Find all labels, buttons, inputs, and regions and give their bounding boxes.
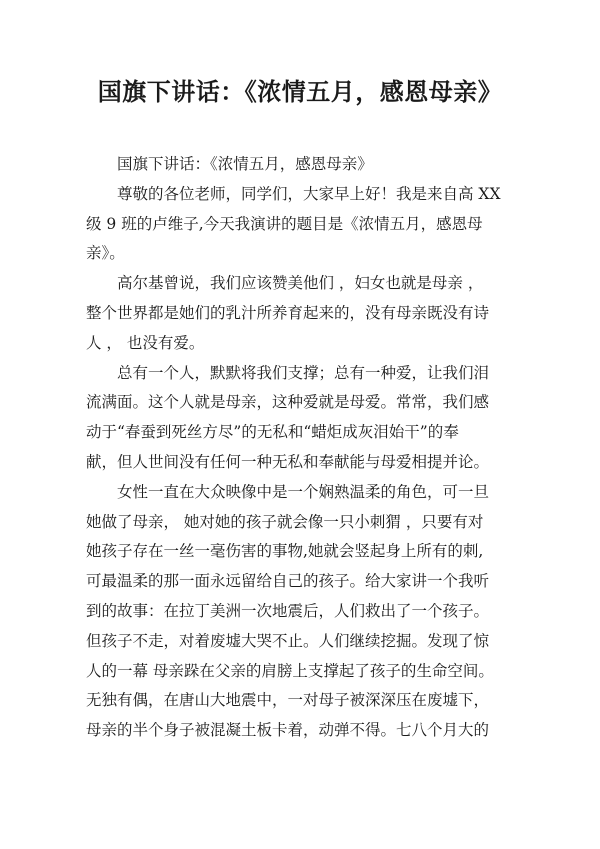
paragraph-line: 流满面。这个人就是母亲，这种爱就是母爱。常常，我们感 [86, 393, 490, 412]
paragraph-line: 总有一个人，默默将我们支撑；总有一种爱，让我们泪 [117, 363, 490, 382]
paragraph-line: 级 9 班的卢维子,今天我演讲的题目是《浓情五月，感恩母 [86, 214, 483, 233]
paragraph-line: 她做了母亲， 她对她的孩子就会像一只小刺猬 ，只要有对 [86, 512, 484, 531]
paragraph-line: 母亲的半个身子被混凝土板卡着，动弹不得。七八个月大的 [86, 721, 490, 740]
paragraph-line: 高尔基曾说，我们应该赞美他们 ，妇女也就是母亲 ， [117, 274, 484, 293]
paragraph-line: 人的一幕 母亲跺在父亲的肩膀上支撑起了孩子的生命空间。 [86, 661, 494, 680]
document-body [86, 150, 516, 746]
paragraph-line: 人 ， 也没有爱。 [86, 333, 205, 352]
paragraph-line: 尊敬的各位老师，同学们，大家早上好！我是来自高 XX [117, 184, 501, 203]
paragraph-line: 亲》。 [86, 244, 125, 263]
paragraph-line: 但孩子不走，对着废墟大哭不止。人们继续挖掘。发现了惊 [86, 631, 490, 650]
paragraph-line: 女性一直在大众映像中是一个娴熟温柔的角色，可一旦 [117, 482, 490, 501]
paragraph-line: 献，但人世间没有任何一种无私和奉献能与母爱相提并论。 [86, 452, 490, 471]
document-title: 国旗下讲话：《浓情五月，感恩母亲》 [97, 77, 503, 106]
paragraph-line: 到的故事：在拉丁美洲一次地震后，人们救出了一个孩子。 [86, 601, 490, 620]
paragraph-line: 无独有偶，在唐山大地震中，一对母子被深深压在废墟下， [86, 691, 490, 710]
paragraph-line: 她孩子存在一丝一毫伤害的事物,她就会竖起身上所有的刺, [86, 542, 484, 561]
paragraph-line: 国旗下讲话：《浓情五月，感恩母亲》 [117, 155, 373, 173]
paragraph-line: 动于“春蚕到死丝方尽”的无私和“蜡炬成灰泪始干”的奉 [86, 423, 459, 442]
paragraph-line: 整个世界都是她们的乳汁所养育起来的，没有母亲既没有诗 [86, 303, 490, 322]
paragraph-line: 可最温柔的那一面永远留给自己的孩子。给大家讲一个我听 [86, 572, 490, 591]
